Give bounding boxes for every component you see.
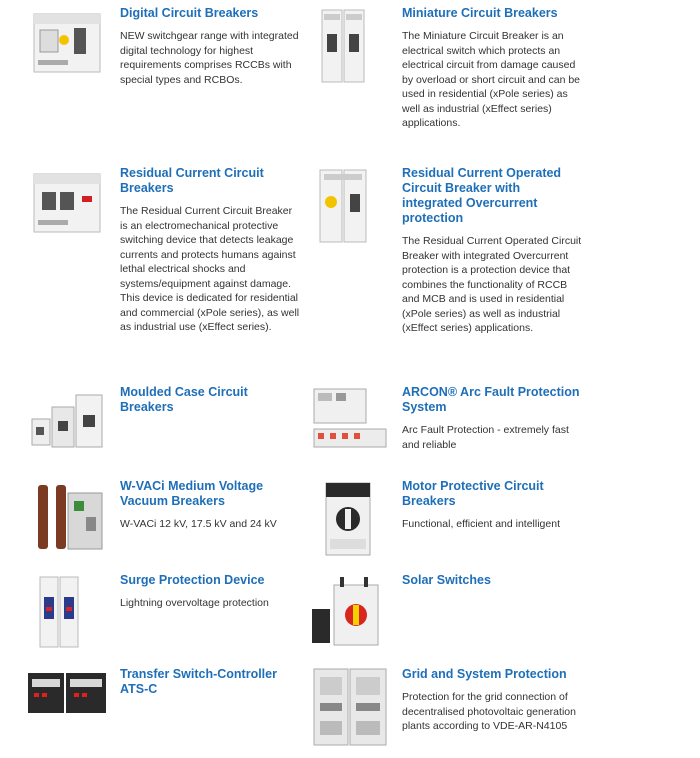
product-title[interactable]: Grid and System Protection — [402, 667, 567, 681]
product-description: Arc Fault Protection - extremely fast and reliable — [402, 424, 569, 451]
product-title[interactable]: Residual Current Circuit Breakers — [120, 166, 264, 195]
product-description: W-VACi 12 kV, 17.5 kV and 24 kV — [120, 518, 277, 530]
product-title[interactable]: Solar Switches — [402, 573, 491, 587]
product-description: The Residual Current Operated Circuit Breaker with integrated Overcurrent protection is a protection device that combines the functionality of RCCB and MCB and is used in residential (xPole series) as well as industrial (xEffect series) applications. — [402, 235, 582, 334]
product-title[interactable]: Residual Current Operated Circuit Breaker with integrated Overcurrent protection — [402, 166, 562, 225]
digital-circuit-breaker-icon[interactable] — [28, 6, 108, 86]
product-title[interactable]: Moulded Case Circuit Breakers — [120, 385, 248, 414]
rcbo-icon[interactable] — [310, 166, 390, 246]
product-title[interactable]: Motor Protective Circuit Breakers — [402, 479, 544, 508]
arc-fault-system-icon[interactable] — [310, 385, 390, 465]
product-title[interactable]: Surge Protection Device — [120, 573, 265, 587]
surge-protection-icon[interactable] — [28, 573, 108, 653]
product-description: The Miniature Circuit Breaker is an electrical switch which protects an electrical circuit from damage caused by overload or short circuit and can be used in residential (xPole series) as well as industrial (xEffect series) applications. — [402, 30, 581, 129]
solar-switch-icon[interactable] — [310, 573, 390, 653]
product-title[interactable]: W-VACi Medium Voltage Vacuum Breakers — [120, 479, 264, 508]
product-title[interactable]: ARCON® Arc Fault Protection System — [402, 385, 580, 414]
product-description: Functional, efficient and intelligent — [402, 518, 560, 530]
product-description: NEW switchgear range with integrated digital technology for highest requirements comprises RCCBs with special types and RCBOs. — [120, 30, 299, 86]
product-title[interactable]: Miniature Circuit Breakers — [402, 6, 558, 20]
transfer-switch-controller-icon[interactable] — [28, 667, 108, 747]
moulded-case-breaker-icon[interactable] — [28, 385, 108, 465]
motor-protective-breaker-icon[interactable] — [310, 479, 390, 559]
product-description: The Residual Current Circuit Breaker is an electromechanical protective switching device that detects leakage currents and protects humans against lethal electrical shocks and systems/equipment against damage. This device is dedicated for residential and commercial (xPole series), as well as industrial use (xEffect series). — [120, 205, 300, 333]
vacuum-breaker-icon[interactable] — [28, 479, 108, 559]
grid-protection-icon[interactable] — [310, 667, 390, 747]
product-title[interactable]: Digital Circuit Breakers — [120, 6, 259, 20]
product-description: Protection for the grid connection of decentralised photovoltaic generation plants according to VDE-AR-N4105 — [402, 691, 576, 732]
miniature-circuit-breaker-icon[interactable] — [310, 6, 390, 86]
product-description: Lightning overvoltage protection — [120, 597, 269, 609]
residual-current-breaker-icon[interactable] — [28, 166, 108, 246]
product-title[interactable]: Transfer Switch-Controller ATS-C — [120, 667, 277, 696]
